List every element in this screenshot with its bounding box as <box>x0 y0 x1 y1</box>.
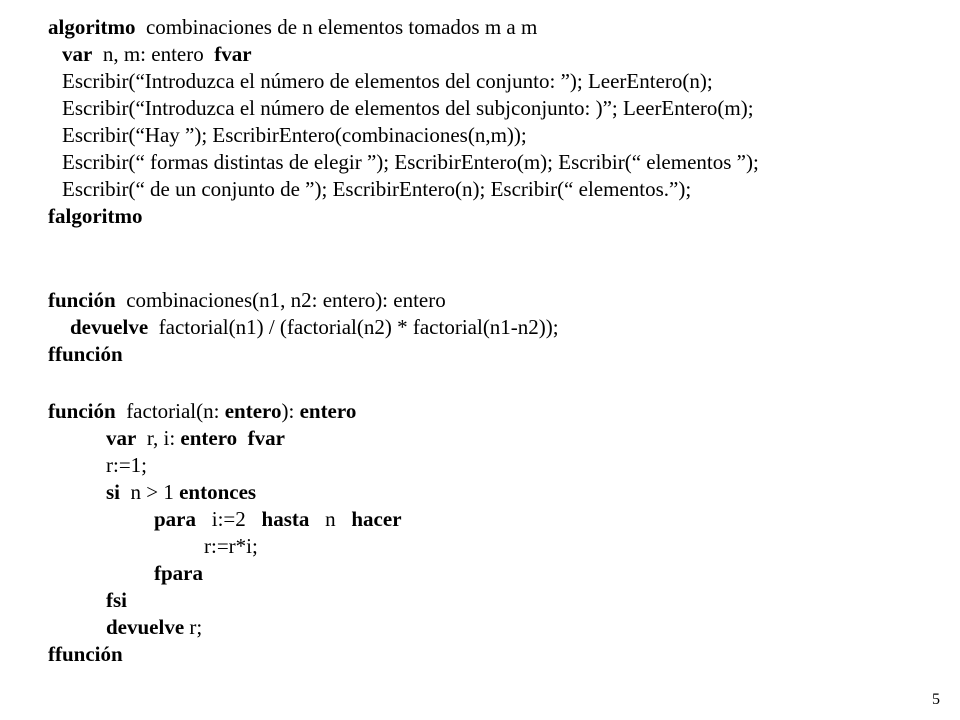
code-line <box>48 560 948 587</box>
keyword: ffunción <box>48 642 123 666</box>
code-text: combinaciones(n1, n2: entero): entero <box>115 288 446 312</box>
code-text: r:=r*i; <box>204 534 258 558</box>
keyword: entero <box>180 426 238 450</box>
keyword: entonces <box>179 480 257 504</box>
code-text: n, m: entero <box>92 42 215 66</box>
keyword: fvar <box>214 42 252 66</box>
keyword: para <box>154 507 196 531</box>
code-line <box>48 287 948 314</box>
code-text: ): <box>281 399 300 423</box>
code-text: combinaciones de n elementos tomados m a m <box>135 15 538 39</box>
code-text: Escribir(“ formas distintas de elegir ”); EscribirEntero(m); Escribir(“ elementos ”); <box>62 150 759 174</box>
factorial-function-block <box>48 398 948 668</box>
code-text: Escribir(“Hay ”); EscribirEntero(combinaciones(n,m)); <box>62 123 527 147</box>
keyword: falgoritmo <box>48 204 143 228</box>
code-line <box>48 68 948 95</box>
keyword: ffunción <box>48 342 123 366</box>
code-text: n > 1 <box>120 480 180 504</box>
keyword: fsi <box>106 588 127 612</box>
code-line <box>48 398 948 425</box>
code-text: r:=1; <box>106 453 148 477</box>
code-line <box>48 641 948 668</box>
keyword: var <box>106 426 137 450</box>
code-text: r; <box>184 615 203 639</box>
keyword: entero <box>224 399 282 423</box>
keyword: función <box>48 288 116 312</box>
combinaciones-function-block <box>48 287 948 368</box>
keyword: función <box>48 399 116 423</box>
main-algorithm-block <box>48 14 948 230</box>
code-text: i:=2 <box>196 507 262 531</box>
code-line <box>48 479 948 506</box>
code-line <box>48 14 948 41</box>
code-line <box>48 314 948 341</box>
keyword: entero <box>299 399 357 423</box>
code-text: factorial(n: <box>115 399 225 423</box>
code-line <box>48 122 948 149</box>
code-line <box>48 41 948 68</box>
code-text: Escribir(“Introduzca el número de elementos del conjunto: ”); LeerEntero(n); <box>62 69 713 93</box>
code-line <box>48 533 948 560</box>
keyword: fpara <box>154 561 203 585</box>
keyword: fvar <box>247 426 285 450</box>
code-line <box>48 452 948 479</box>
code-text: Escribir(“ de un conjunto de ”); EscribirEntero(n); Escribir(“ elementos.”); <box>62 177 692 201</box>
code-text: factorial(n1) / (factorial(n2) * factorial(n1-n2)); <box>148 315 559 339</box>
code-line <box>48 587 948 614</box>
code-text <box>237 426 248 450</box>
code-line <box>48 425 948 452</box>
code-line <box>48 614 948 641</box>
code-line <box>48 95 948 122</box>
keyword: si <box>106 480 121 504</box>
code-text: r, i: <box>136 426 181 450</box>
keyword: algoritmo <box>48 15 136 39</box>
keyword: devuelve <box>106 615 185 639</box>
page-number: 5 <box>932 691 940 708</box>
keyword: var <box>62 42 93 66</box>
code-line <box>48 149 948 176</box>
code-text: Escribir(“Introduzca el número de elementos del subjconjunto: )”; LeerEntero(m); <box>62 96 754 120</box>
code-line <box>48 506 948 533</box>
code-line <box>48 176 948 203</box>
code-text: n <box>309 507 352 531</box>
keyword: hacer <box>351 507 402 531</box>
code-line <box>48 341 948 368</box>
keyword: devuelve <box>70 315 149 339</box>
code-line <box>48 203 948 230</box>
keyword: hasta <box>261 507 310 531</box>
